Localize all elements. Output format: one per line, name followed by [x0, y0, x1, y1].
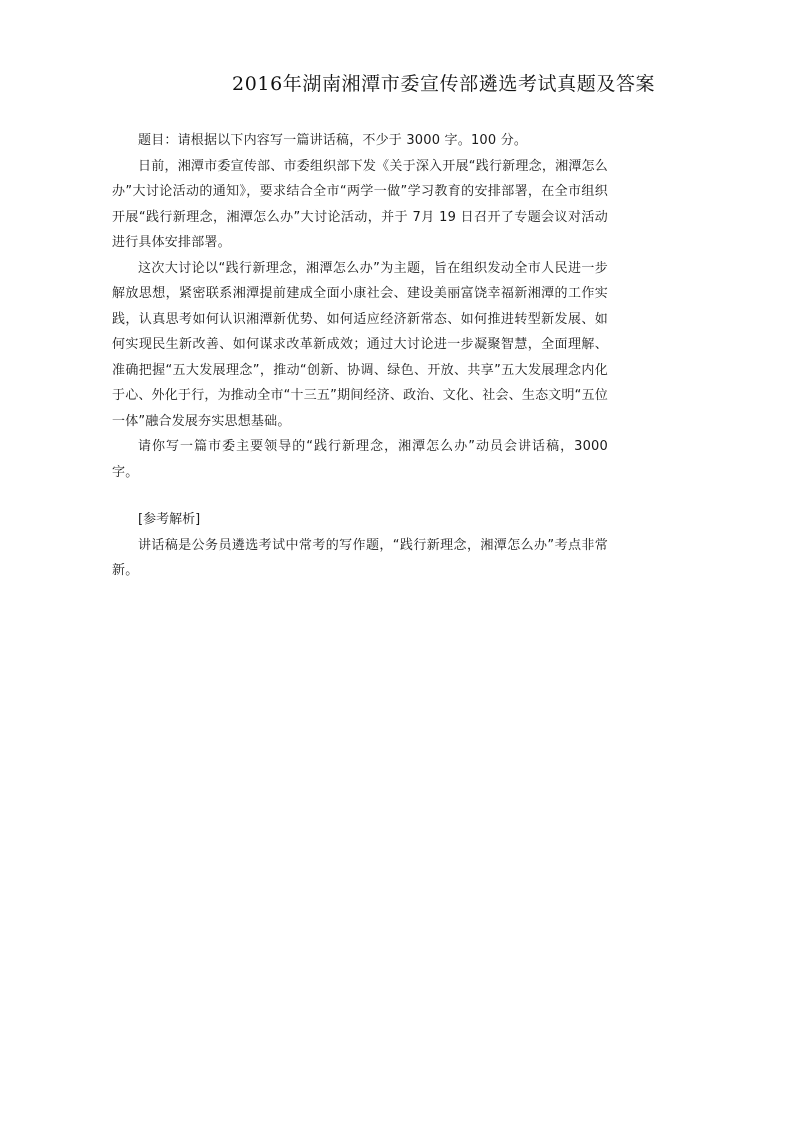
document-body	[112, 128, 608, 584]
document-title: 2016年湖南湘潭市委宣传部遴选考试真题及答案	[232, 73, 656, 95]
analysis-label: [参考解析]	[138, 512, 201, 527]
task-paragraph: 请你写一篇市委主要领导的“践行新理念，湘潭怎么办”动员会讲话稿，3000 字。	[112, 439, 608, 480]
background-paragraph: 日前，湘潭市委宣传部、市委组织部下发《关于深入开展“践行新理念，湘潭怎么办”大讨论活动的通知》，要求结合全市“两学一做”学习教育的安排部署，在全市组织开展“践行新理念，湘潭怎么办”大讨论活动，并于 7月 19 日召开了专题会议对活动进行具体安排部署。	[112, 158, 608, 250]
analysis-paragraph: 讲话稿是公务员遴选考试中常考的写作题，“践行新理念，湘潭怎么办”考点非常新。	[112, 537, 608, 578]
question-paragraph: 题目：请根据以下内容写一篇讲话稿，不少于 3000 字。100 分。	[138, 133, 528, 148]
theme-paragraph: 这次大讨论以“践行新理念，湘潭怎么办”为主题，旨在组织发动全市人民进一步解放思想，紧密联系湘潭提前建成全面小康社会、建设美丽富饶幸福新湘潭的工作实践，认真思考如何认识湘潭新优势、如何适应经济新常态、如何推进转型新发展、如何实现民生新改善、如何谋求改革新成效；通过大讨论进一步凝聚智慧，全面理解、准确把握“五大发展理念”，推动“创新、协调、绿色、开放、共享”五大发展理念内化于心、外化于行，为推动全市“十三五”期间经济、政治、文化、社会、生态文明“五位一体”融合发展夯实思想基础。	[112, 260, 609, 429]
spacer	[112, 485, 608, 507]
